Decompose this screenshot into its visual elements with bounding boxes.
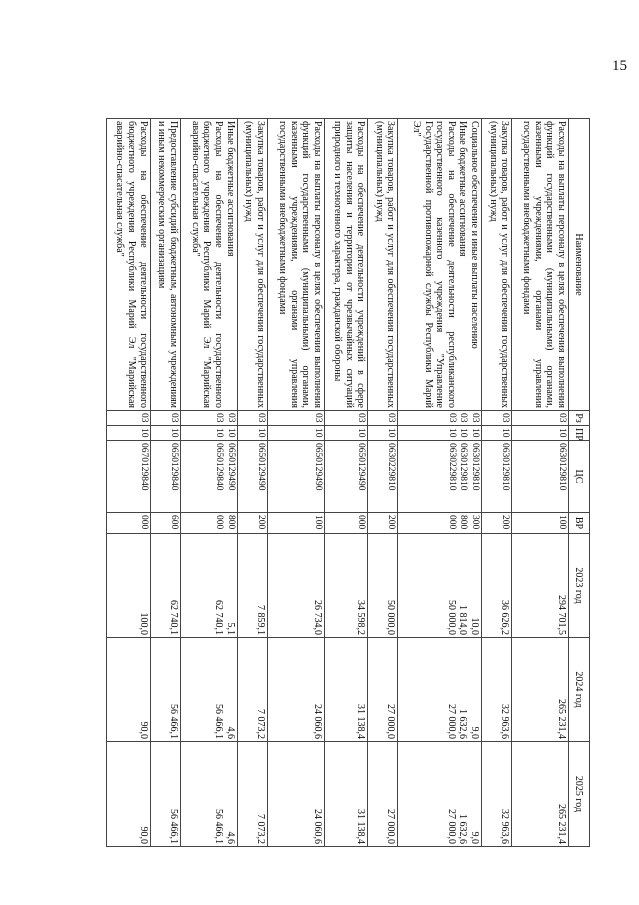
item-value: 100,0 (137, 612, 149, 635)
cell-cs (398, 441, 482, 513)
cell-y2025 (107, 742, 151, 847)
cell-cs (107, 441, 151, 513)
item-name: Закупка товаров, работ и услуг для обеспечения государственных (муниципальных) нужд (373, 121, 397, 408)
cell-vr (398, 513, 482, 534)
item-value: 03 (138, 413, 149, 423)
cell-cs (481, 441, 511, 513)
cell-y2025 (237, 742, 267, 847)
item-value: 1 632,6 (457, 814, 469, 844)
cell-pr (180, 426, 237, 441)
table-row (180, 119, 237, 847)
item-value: 10 (386, 428, 397, 438)
cell-y2025 (512, 742, 569, 847)
cell-y2023 (324, 534, 368, 638)
cell-y2025 (180, 742, 237, 847)
item-value: 7 073,2 (254, 814, 266, 844)
cell-pr (398, 426, 482, 441)
item-name: Расходы на обеспечение деятельности государственного бюджетного учреждения Республики Марий Эл "Марийская аварийно-спасательная служба" (189, 121, 225, 408)
rotated-table-wrapper (106, 118, 590, 846)
cell-name (150, 119, 180, 411)
item-value: 9,0 (468, 726, 480, 739)
item-value: 10 (225, 428, 236, 438)
cell-y2025 (150, 742, 180, 847)
table-row (107, 119, 151, 847)
item-value: 4,6 (224, 726, 236, 739)
cell-cs (150, 441, 180, 513)
item-value: 1 632,6 (457, 709, 469, 739)
cell-vr (481, 513, 511, 534)
item-name: Предоставление субсидий бюджетным, автономным учреждениям и иным некоммерческим организациям (156, 121, 179, 408)
cell-name (107, 119, 151, 411)
cell-y2023 (512, 534, 569, 638)
item-value: 27 000,0 (385, 704, 397, 739)
cell-pr (324, 426, 368, 441)
table-row (150, 119, 180, 847)
cell-rz (481, 411, 511, 426)
cell-cs (512, 441, 569, 513)
item-name: Социальное обеспечение и иные выплаты населению (468, 121, 480, 349)
cell-rz (237, 411, 267, 426)
cell-rz (368, 411, 398, 426)
cell-y2023 (237, 534, 267, 638)
item-value: 03 (446, 413, 457, 423)
item-value: 03 (356, 413, 367, 423)
cell-pr (267, 426, 324, 441)
item-value: 03 (469, 413, 480, 423)
item-value: 03 (458, 413, 469, 423)
cell-rz (398, 411, 482, 426)
item-value: 03 (255, 413, 266, 423)
cell-y2024 (267, 638, 324, 742)
cell-y2025 (267, 742, 324, 847)
item-name: Закупка товаров, работ и услуг для обеспечения государственных (муниципальных) нужд (487, 121, 511, 408)
table-header-row (569, 119, 590, 847)
cell-y2025 (481, 742, 511, 847)
item-value: 100 (557, 515, 567, 530)
cell-y2025 (398, 742, 482, 847)
table-row (368, 119, 398, 847)
cell-name (481, 119, 511, 411)
item-value: 0630129810 (557, 443, 567, 491)
item-value: 000 (138, 515, 149, 530)
item-value: 26 734,0 (311, 600, 323, 635)
cell-y2023 (267, 534, 324, 638)
item-value: 10 (356, 428, 367, 438)
cell-cs (324, 441, 368, 513)
budget-table (106, 118, 590, 847)
item-value: 0650129840 (214, 443, 225, 491)
item-value: 5,1 (224, 622, 236, 635)
cell-y2023 (398, 534, 482, 638)
page-number: 15 (612, 58, 627, 74)
item-value: 03 (500, 413, 511, 423)
cell-name (512, 119, 569, 411)
cell-rz (107, 411, 151, 426)
cell-rz (150, 411, 180, 426)
cell-pr (150, 426, 180, 441)
item-value: 10 (458, 428, 469, 438)
item-value: 36 626,2 (499, 600, 511, 635)
item-value: 27 000,0 (445, 809, 457, 844)
header-name: Наименование (569, 119, 590, 411)
item-name: Расходы на обеспечение деятельности учреждений в сфере защиты населения и территории от чрезвычайных ситуаций природного и техногенного характера, гражданской обороны (332, 121, 367, 408)
item-value: 56 466,1 (167, 809, 179, 844)
header-pr: ПР (569, 426, 590, 441)
header-vr: ВР (569, 513, 590, 534)
item-name: Расходы на выплаты персоналу в целях обеспечения выполнения функций государственными (муниципальными) органами, казенными учреждениями, органами управления государственными внебюджетными фондами (521, 121, 567, 408)
item-value: 03 (557, 413, 567, 423)
item-value: 56 466,1 (167, 704, 179, 739)
item-value: 0670129840 (138, 443, 149, 491)
item-value: 7 859,1 (254, 605, 266, 635)
item-value: 0630129810 (500, 443, 511, 491)
item-value: 000 (214, 515, 225, 530)
item-value: 32 963,6 (499, 704, 511, 739)
item-value: 62 740,1 (213, 600, 225, 635)
table-row (512, 119, 569, 847)
cell-y2024 (368, 638, 398, 742)
item-value: 300 (469, 515, 480, 530)
cell-name (324, 119, 368, 411)
item-value: 31 138,4 (355, 704, 367, 739)
item-value: 100 (312, 515, 323, 530)
item-value: 600 (168, 515, 179, 530)
item-value: 90,0 (137, 721, 149, 739)
item-value: 56 466,1 (213, 704, 225, 739)
cell-y2023 (150, 534, 180, 638)
cell-vr (368, 513, 398, 534)
table-row (481, 119, 511, 847)
cell-rz (180, 411, 237, 426)
item-value: 0630129810 (469, 443, 480, 491)
item-value: 000 (356, 515, 367, 530)
cell-cs (267, 441, 324, 513)
cell-cs (368, 441, 398, 513)
cell-name (267, 119, 324, 411)
item-value: 800 (225, 515, 236, 530)
cell-pr (368, 426, 398, 441)
cell-pr (512, 426, 569, 441)
table-row (324, 119, 368, 847)
cell-cs (237, 441, 267, 513)
item-value: 10 (138, 428, 149, 438)
cell-name (237, 119, 267, 411)
item-value: 9,0 (468, 831, 480, 844)
item-value: 03 (225, 413, 236, 423)
item-value: 03 (168, 413, 179, 423)
item-name: Закупка товаров, работ и услуг для обеспечения государственных (муниципальных) нужд (243, 121, 266, 408)
item-name: Расходы на обеспечение деятельности государственного бюджетного учреждения Республики Марий Эл "Марийская аварийно-спасательная служба" (114, 121, 149, 408)
cell-y2023 (107, 534, 151, 638)
cell-cs (180, 441, 237, 513)
item-value: 24 060,6 (311, 704, 323, 739)
item-name: Иные бюджетные ассигнования (457, 121, 469, 257)
item-value: 294 701,5 (556, 595, 567, 635)
item-value: 32 963,6 (499, 809, 511, 844)
cell-vr (324, 513, 368, 534)
item-name: Расходы на выплаты персоналу в целях обеспечения выполнения функций государственными (муниципальными) органами, казенными учреждениями, органами управления государственными внебюджетными фондами (276, 121, 323, 408)
table-body (107, 119, 569, 847)
item-value: 34 598,2 (355, 600, 367, 635)
cell-rz (267, 411, 324, 426)
cell-y2025 (324, 742, 368, 847)
cell-y2024 (481, 638, 511, 742)
cell-vr (512, 513, 569, 534)
cell-rz (324, 411, 368, 426)
item-value: 0630129810 (458, 443, 469, 491)
header-2025: 2025 год (569, 742, 590, 847)
item-value: 10 (255, 428, 266, 438)
item-value: 56 466,1 (213, 809, 225, 844)
cell-y2024 (324, 638, 368, 742)
item-value: 50 000,0 (445, 600, 457, 635)
item-value: 200 (255, 515, 266, 530)
cell-y2024 (150, 638, 180, 742)
cell-pr (481, 426, 511, 441)
cell-y2023 (481, 534, 511, 638)
item-value: 03 (386, 413, 397, 423)
item-value: 265 231,4 (556, 804, 567, 844)
item-value: 90,0 (137, 826, 149, 844)
header-2023: 2023 год (569, 534, 590, 638)
item-value: 4,6 (224, 831, 236, 844)
item-value: 27 000,0 (445, 704, 457, 739)
item-value: 0650129840 (168, 443, 179, 491)
item-value: 03 (214, 413, 225, 423)
item-value: 000 (446, 515, 457, 530)
cell-y2024 (512, 638, 569, 742)
table-row (237, 119, 267, 847)
cell-vr (267, 513, 324, 534)
cell-y2024 (237, 638, 267, 742)
cell-y2024 (398, 638, 482, 742)
item-value: 800 (458, 515, 469, 530)
item-value: 10,0 (468, 617, 480, 635)
cell-y2024 (180, 638, 237, 742)
item-value: 0630229810 (446, 443, 457, 491)
cell-pr (107, 426, 151, 441)
item-value: 10 (312, 428, 323, 438)
cell-y2023 (368, 534, 398, 638)
header-cs: ЦС (569, 441, 590, 513)
table-row (398, 119, 482, 847)
item-value: 0650129490 (356, 443, 367, 491)
item-value: 0650129490 (255, 443, 266, 491)
item-value: 10 (500, 428, 511, 438)
cell-name (180, 119, 237, 411)
item-value: 10 (557, 428, 567, 438)
cell-pr (237, 426, 267, 441)
cell-name (368, 119, 398, 411)
item-value: 10 (469, 428, 480, 438)
cell-rz (512, 411, 569, 426)
table-row (267, 119, 324, 847)
item-value: 10 (214, 428, 225, 438)
item-value: 27 000,0 (385, 809, 397, 844)
cell-y2023 (180, 534, 237, 638)
item-value: 200 (500, 515, 511, 530)
cell-vr (237, 513, 267, 534)
item-value: 0650129490 (312, 443, 323, 491)
cell-vr (150, 513, 180, 534)
item-value: 03 (312, 413, 323, 423)
cell-vr (180, 513, 237, 534)
item-value: 7 073,2 (254, 709, 266, 739)
item-value: 0650129490 (225, 443, 236, 491)
cell-vr (107, 513, 151, 534)
cell-y2025 (368, 742, 398, 847)
item-name: Расходы на обеспечение деятельности республиканского государственного казенного учреждения "Управление Государственной противопожарной службы Республики Марий Эл" (411, 121, 457, 408)
cell-name (398, 119, 482, 411)
item-value: 0630229810 (386, 443, 397, 491)
cell-y2024 (107, 638, 151, 742)
header-rz: Рз (569, 411, 590, 426)
item-value: 10 (446, 428, 457, 438)
item-value: 50 000,0 (385, 600, 397, 635)
item-value: 62 740,1 (167, 600, 179, 635)
item-name: Иные бюджетные ассигнования (224, 121, 236, 257)
item-value: 31 138,4 (355, 809, 367, 844)
item-value: 24 060,6 (311, 809, 323, 844)
item-value: 10 (168, 428, 179, 438)
header-2024: 2024 год (569, 638, 590, 742)
item-value: 265 231,4 (556, 699, 567, 739)
item-value: 1 814,0 (457, 605, 469, 635)
item-value: 200 (386, 515, 397, 530)
